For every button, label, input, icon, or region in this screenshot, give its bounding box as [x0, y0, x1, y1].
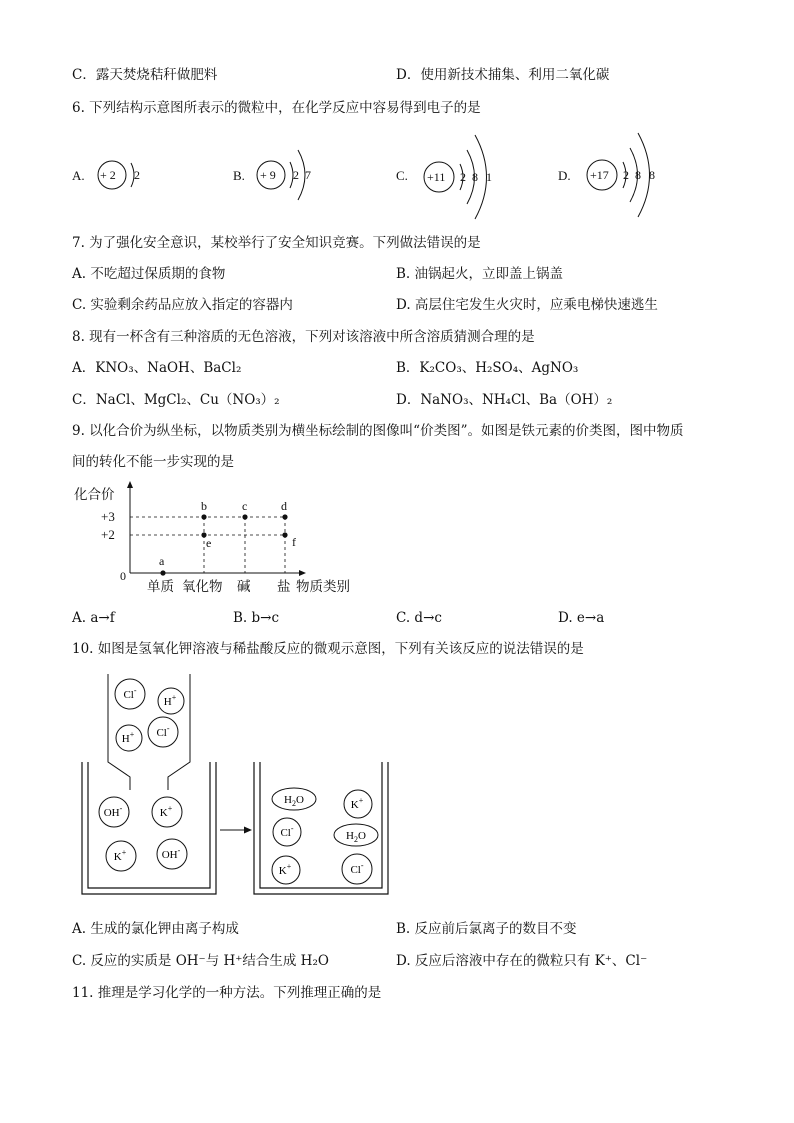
q9-stem-line-2: 间的转化不能一步实现的是	[72, 454, 234, 470]
svg-text:K+: K+	[159, 804, 173, 819]
q6-atom-b-letter: B.	[233, 168, 245, 183]
svg-text:Cl-: Cl-	[156, 724, 170, 739]
q10-stem: 10. 如图是氢氧化钾溶液与稀盐酸反应的微观示意图，下列有关该反应的说法错误的是	[72, 641, 584, 657]
q6-atom-d-shell-1: 2	[623, 168, 629, 182]
svg-text:H+: H+	[163, 693, 177, 708]
svg-text:K+: K+	[278, 862, 292, 877]
q7-option-a: A. 不吃超过保质期的食物	[72, 266, 226, 282]
svg-text:K+: K+	[113, 848, 127, 863]
q9-stem-line-1: 9. 以化合价为纵坐标，以物质类别为横坐标绘制的图像叫“价类图”。如图是铁元素的价类图，图中物质	[72, 423, 684, 439]
svg-text:Cl-: Cl-	[280, 824, 294, 839]
q6-atom-d-shell-2: 8	[635, 168, 641, 182]
q5-option-d: D．使用新技术捕集、利用二氧化碳	[396, 67, 610, 83]
q6-atom-a-shell-1: 2	[134, 168, 140, 182]
q8-option-d: D．NaNO₃、NH₄Cl、Ba（OH）₂	[396, 392, 613, 408]
q7-option-b: B. 油锅起火，立即盖上锅盖	[396, 266, 564, 282]
chart-label-a: a	[159, 554, 165, 568]
q6-atom-a-nucleus: + 2	[100, 168, 116, 182]
chart-ytick-2: +2	[101, 527, 115, 542]
q10-reaction-diagram	[78, 672, 398, 900]
q7-stem: 7. 为了强化安全意识，某校举行了安全知识竞赛。下列做法错误的是	[72, 235, 481, 251]
q6-stem: 6. 下列结构示意图所表示的微粒中，在化学反应中容易得到电子的是	[72, 100, 481, 116]
q6-atom-d-nucleus: +17	[590, 168, 609, 182]
chart-label-c: c	[242, 499, 248, 513]
svg-text:H2O: $H_2O$	[346, 830, 366, 844]
point-b	[201, 514, 206, 519]
svg-text:Cl-: Cl-	[123, 686, 137, 701]
point-d	[282, 514, 287, 519]
q8-option-b: B．K₂CO₃、H₂SO₄、AgNO₃	[396, 360, 579, 376]
q6-atom-b-shell-1: 2	[293, 168, 299, 182]
point-c	[242, 514, 247, 519]
q6-atom-c-shell-1: 2	[460, 170, 466, 184]
q6-atom-c-shell-3: 1	[486, 170, 492, 184]
q5-option-c: C．露天焚烧秸秆做肥料	[72, 67, 218, 83]
q10-option-c: C. 反应的实质是 OH⁻与 H⁺结合生成 H₂O	[72, 953, 329, 969]
q10-option-a: A. 生成的氯化钾由离子构成	[72, 921, 239, 937]
q6-atom-b-shell-2: 7	[305, 168, 311, 182]
q6-atom-c-nucleus: +11	[427, 170, 446, 184]
svg-text:H+: H+	[121, 730, 135, 745]
q9-option-d: D. e→a	[558, 610, 605, 626]
svg-text:K+: K+	[350, 796, 364, 811]
q6-atom-c-letter: C.	[396, 168, 408, 183]
svg-text:OH-: OH-	[103, 804, 123, 819]
chart-xtick-base: 碱	[237, 579, 251, 594]
q9-option-a: A. a→f	[72, 610, 115, 626]
q7-option-c: C. 实验剩余药品应放入指定的容器内	[72, 297, 293, 313]
chart-origin: 0	[120, 569, 126, 583]
q9-option-c: C. d→c	[396, 610, 442, 626]
q10-option-b: B. 反应前后氯离子的数目不变	[396, 921, 577, 937]
chart-ylabel: 化合价	[74, 487, 115, 502]
q7-option-d: D. 高层住宅发生火灾时，应乘电梯快速逃生	[396, 297, 658, 313]
chart-xlabel: 物质类别	[296, 579, 350, 594]
chart-ytick-3: +3	[101, 509, 115, 524]
svg-text:OH-: OH-	[161, 846, 181, 861]
q11-stem: 11. 推理是学习化学的一种方法。下列推理正确的是	[72, 985, 382, 1001]
q6-atom-c-shell-2: 8	[472, 170, 478, 184]
point-f	[282, 532, 287, 537]
q6-atom-d-letter: D.	[558, 168, 571, 183]
chart-xtick-element: 单质	[147, 579, 174, 594]
chart-label-e: e	[206, 536, 212, 550]
q6-atom-d-shell-3: 8	[649, 168, 655, 182]
q6-atom-b-nucleus: + 9	[260, 168, 276, 182]
q8-stem: 8. 现有一杯含有三种溶质的无色溶液，下列对该溶液中所含溶质猜测合理的是	[72, 329, 535, 345]
q8-option-a: A．KNO₃、NaOH、BaCl₂	[72, 360, 242, 376]
q9-option-b: B. b→c	[233, 610, 280, 626]
chart-label-b: b	[201, 499, 207, 513]
chart-xtick-salt: 盐	[277, 579, 291, 594]
chart-label-d: d	[281, 499, 287, 513]
q6-atom-a-letter: A.	[72, 168, 85, 183]
svg-text:Cl-: Cl-	[350, 861, 364, 876]
q8-option-c: C．NaCl、MgCl₂、Cu（NO₃）₂	[72, 392, 280, 408]
svg-text:H2O: $H_2O$	[284, 794, 304, 808]
chart-xtick-oxide: 氧化物	[182, 579, 223, 594]
q10-option-d: D. 反应后溶液中存在的微粒只有 K⁺、Cl⁻	[396, 953, 648, 969]
chart-label-f: f	[292, 535, 296, 549]
